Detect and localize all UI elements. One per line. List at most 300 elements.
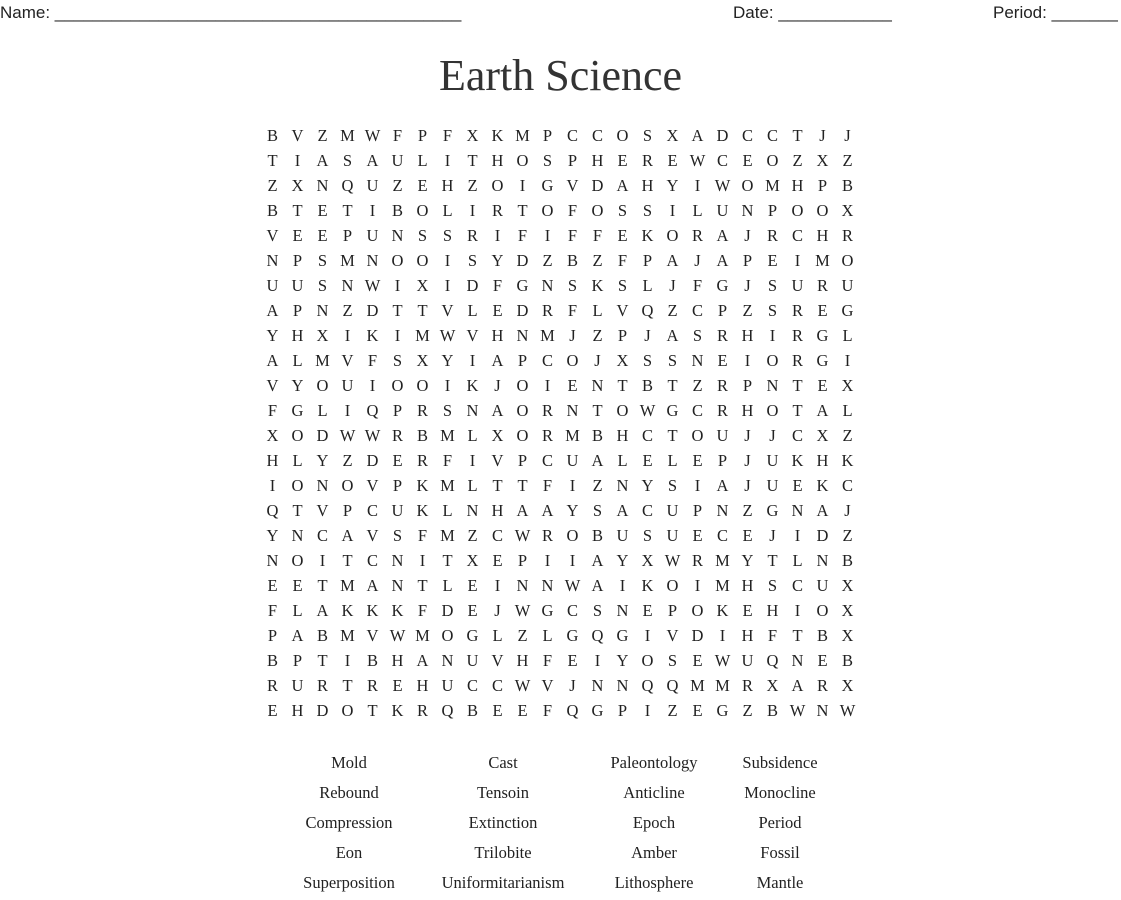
grid-letter: U (716, 426, 729, 445)
grid-letter: I (294, 151, 301, 170)
grid-letter: U (791, 276, 804, 295)
grid-letter: R (466, 226, 478, 245)
grid-letter: L (692, 201, 703, 220)
grid-letter: I (694, 176, 701, 195)
grid-letter: O (341, 701, 354, 720)
grid-letter: F (417, 526, 428, 545)
grid-letter: T (417, 576, 428, 595)
grid-letter: Q (566, 701, 579, 720)
grid-letter: I (444, 151, 451, 170)
grid-letter: C (716, 526, 728, 545)
grid-letter: C (566, 601, 578, 620)
grid-letter: H (291, 326, 304, 345)
grid-letter: K (716, 601, 729, 620)
grid-letter: W (364, 126, 381, 145)
word-bank-row (270, 870, 830, 900)
grid-letter: R (716, 326, 728, 345)
word-bank (270, 750, 830, 900)
grid-letter: L (292, 601, 303, 620)
grid-row (260, 398, 860, 423)
grid-letter: R (741, 676, 753, 695)
grid-letter: P (692, 501, 703, 520)
word-bank-item: Trilobite (474, 843, 532, 862)
grid-letter: P (517, 351, 528, 370)
word-bank-row (270, 780, 830, 810)
grid-row (260, 523, 860, 548)
grid-letter: E (742, 526, 753, 545)
grid-letter: E (517, 701, 528, 720)
grid-letter: G (616, 626, 629, 645)
grid-letter: Y (441, 351, 454, 370)
grid-letter: X (666, 126, 679, 145)
grid-row (260, 698, 860, 723)
grid-letter: Z (842, 426, 853, 445)
grid-letter: M (765, 176, 780, 195)
grid-letter: N (341, 276, 354, 295)
grid-letter: X (416, 351, 429, 370)
grid-letter: U (666, 501, 679, 520)
grid-letter: T (267, 151, 278, 170)
grid-row (260, 623, 860, 648)
grid-letter: T (517, 201, 528, 220)
grid-letter: L (642, 276, 653, 295)
grid-letter: U (341, 376, 354, 395)
grid-letter: C (791, 426, 803, 445)
grid-letter: D (366, 301, 379, 320)
grid-letter: R (791, 301, 803, 320)
grid-letter: Y (616, 551, 629, 570)
grid-letter: Q (766, 651, 779, 670)
grid-letter: C (366, 501, 378, 520)
grid-letter: E (742, 601, 753, 620)
grid-letter: P (517, 551, 528, 570)
grid-letter: Z (742, 301, 753, 320)
grid-letter: I (394, 326, 401, 345)
grid-letter: Y (491, 251, 504, 270)
word-bank-item: Tensoin (476, 783, 529, 802)
grid-letter: M (515, 126, 530, 145)
grid-letter: O (691, 426, 704, 445)
grid-letter: B (266, 651, 278, 670)
grid-letter: K (341, 601, 354, 620)
grid-letter: R (791, 351, 803, 370)
grid-letter: C (791, 226, 803, 245)
grid-letter: H (441, 176, 454, 195)
grid-letter: E (642, 451, 653, 470)
grid-letter: V (366, 626, 379, 645)
word-bank-item: Paleontology (610, 753, 698, 772)
grid-letter: L (442, 576, 453, 595)
grid-letter: J (569, 326, 576, 345)
grid-letter: A (591, 576, 604, 595)
grid-letter: S (642, 351, 653, 370)
grid-letter: Z (517, 626, 528, 645)
grid-letter: A (716, 476, 729, 495)
grid-letter: A (616, 501, 629, 520)
grid-letter: W (514, 676, 531, 695)
grid-letter: J (694, 251, 701, 270)
grid-letter: I (544, 376, 551, 395)
grid-letter: O (691, 601, 704, 620)
grid-letter: I (519, 176, 526, 195)
grid-letter: I (444, 251, 451, 270)
grid-letter: Z (792, 151, 803, 170)
word-bank-item: Anticline (623, 783, 685, 802)
grid-letter: B (566, 251, 578, 270)
grid-letter: R (416, 401, 428, 420)
grid-letter: T (617, 376, 628, 395)
grid-letter: A (616, 176, 629, 195)
grid-letter: F (442, 126, 453, 145)
grid-letter: M (415, 326, 430, 345)
grid-letter: K (391, 701, 404, 720)
grid-letter: C (841, 476, 853, 495)
grid-letter: O (616, 401, 629, 420)
grid-letter: P (392, 476, 403, 495)
grid-letter: P (267, 626, 278, 645)
grid-letter: S (442, 226, 453, 245)
grid-letter: B (316, 626, 328, 645)
grid-letter: E (317, 201, 328, 220)
grid-letter: T (792, 126, 803, 145)
grid-row (260, 123, 860, 148)
grid-letter: I (794, 251, 801, 270)
grid-letter: A (291, 626, 304, 645)
grid-letter: X (466, 551, 479, 570)
grid-letter: V (291, 126, 304, 145)
grid-letter: X (841, 376, 854, 395)
grid-letter: H (641, 176, 654, 195)
grid-letter: B (841, 551, 853, 570)
grid-letter: E (567, 376, 578, 395)
grid-letter: K (791, 451, 804, 470)
grid-letter: E (742, 151, 753, 170)
word-bank-item: Eon (335, 843, 363, 862)
grid-letter: U (266, 276, 279, 295)
grid-letter: C (691, 301, 703, 320)
grid-letter: O (816, 601, 829, 620)
grid-letter: T (317, 576, 328, 595)
grid-letter: P (717, 451, 728, 470)
grid-letter: L (542, 626, 553, 645)
grid-letter: I (619, 576, 626, 595)
grid-letter: E (667, 151, 678, 170)
grid-letter: J (744, 426, 751, 445)
word-bank-item: Mantle (756, 873, 804, 892)
grid-letter: I (669, 201, 676, 220)
grid-letter: D (591, 176, 604, 195)
grid-letter: C (491, 676, 503, 695)
grid-letter: V (666, 626, 679, 645)
grid-letter: Z (592, 326, 603, 345)
grid-letter: T (392, 301, 403, 320)
grid-letter: P (817, 176, 828, 195)
grid-letter: W (389, 626, 406, 645)
grid-row (260, 573, 860, 598)
grid-row (260, 498, 860, 523)
grid-letter: Z (692, 376, 703, 395)
grid-letter: S (667, 476, 678, 495)
grid-letter: K (816, 476, 829, 495)
grid-letter: R (791, 326, 803, 345)
grid-letter: P (617, 701, 628, 720)
grid-letter: C (316, 526, 328, 545)
grid-letter: C (541, 451, 553, 470)
grid-letter: M (715, 551, 730, 570)
grid-letter: H (616, 426, 629, 445)
grid-letter: G (766, 501, 779, 520)
grid-row (260, 598, 860, 623)
grid-letter: I (544, 226, 551, 245)
grid-letter: U (716, 201, 729, 220)
grid-letter: R (391, 426, 403, 445)
grid-letter: L (617, 451, 628, 470)
grid-letter: P (392, 401, 403, 420)
grid-letter: H (741, 576, 754, 595)
grid-letter: I (694, 576, 701, 595)
grid-letter: G (716, 276, 729, 295)
grid-letter: E (817, 301, 828, 320)
grid-letter: Y (666, 176, 679, 195)
grid-letter: X (816, 151, 829, 170)
grid-letter: M (415, 626, 430, 645)
grid-row (260, 448, 860, 473)
grid-letter: T (342, 676, 353, 695)
grid-letter: Z (667, 701, 678, 720)
grid-letter: W (514, 526, 531, 545)
grid-letter: J (769, 526, 776, 545)
grid-letter: Q (641, 301, 654, 320)
grid-letter: H (816, 226, 829, 245)
grid-letter: L (292, 351, 303, 370)
grid-letter: N (791, 501, 804, 520)
grid-letter: G (541, 176, 554, 195)
grid-letter: W (639, 401, 656, 420)
grid-row (260, 473, 860, 498)
grid-letter: F (592, 226, 603, 245)
grid-letter: T (442, 551, 453, 570)
grid-letter: H (741, 326, 754, 345)
grid-letter: V (316, 501, 329, 520)
word-bank-item: Cast (488, 753, 518, 772)
grid-letter: C (716, 151, 728, 170)
grid-letter: V (266, 226, 279, 245)
grid-letter: A (716, 226, 729, 245)
grid-letter: M (440, 476, 455, 495)
grid-letter: D (316, 701, 329, 720)
grid-letter: H (741, 401, 754, 420)
grid-letter: E (567, 651, 578, 670)
grid-letter: M (440, 426, 455, 445)
grid-letter: P (717, 301, 728, 320)
grid-letter: J (594, 351, 601, 370)
grid-letter: P (517, 451, 528, 470)
grid-letter: O (591, 201, 604, 220)
grid-letter: E (792, 476, 803, 495)
grid-letter: S (592, 601, 603, 620)
date-line: Date: ____________ (733, 3, 892, 22)
grid-letter: B (466, 701, 478, 720)
grid-letter: P (292, 651, 303, 670)
grid-letter: U (766, 451, 779, 470)
grid-letter: W (664, 551, 681, 570)
grid-letter: L (492, 626, 503, 645)
grid-letter: P (742, 251, 753, 270)
grid-letter: L (417, 151, 428, 170)
grid-letter: U (391, 501, 404, 520)
grid-letter: X (491, 426, 504, 445)
grid-letter: U (616, 526, 629, 545)
grid-letter: I (644, 626, 651, 645)
grid-letter: I (344, 401, 351, 420)
grid-letter: A (266, 351, 279, 370)
grid-letter: A (591, 451, 604, 470)
grid-letter: O (391, 251, 404, 270)
grid-letter: L (317, 401, 328, 420)
grid-letter: I (844, 351, 851, 370)
grid-letter: J (669, 276, 676, 295)
grid-letter: C (466, 676, 478, 695)
grid-letter: N (541, 276, 554, 295)
grid-letter: N (591, 676, 604, 695)
grid-letter: K (416, 501, 429, 520)
grid-letter: K (366, 326, 379, 345)
grid-letter: D (816, 526, 829, 545)
grid-letter: I (344, 651, 351, 670)
grid-letter: S (442, 401, 453, 420)
grid-letter: S (417, 226, 428, 245)
grid-letter: J (819, 126, 826, 145)
grid-letter: M (440, 526, 455, 545)
grid-letter: N (616, 601, 629, 620)
grid-letter: O (416, 251, 429, 270)
grid-row (260, 373, 860, 398)
grid-letter: J (744, 451, 751, 470)
grid-letter: Z (592, 476, 603, 495)
grid-letter: B (841, 176, 853, 195)
grid-letter: E (617, 151, 628, 170)
grid-letter: E (692, 451, 703, 470)
grid-letter: S (617, 201, 628, 220)
grid-letter: R (416, 451, 428, 470)
grid-letter: M (340, 576, 355, 595)
grid-letter: E (267, 701, 278, 720)
grid-letter: A (366, 151, 379, 170)
grid-letter: L (592, 301, 603, 320)
grid-letter: V (491, 451, 504, 470)
grid-letter: A (366, 576, 379, 595)
grid-letter: Z (342, 451, 353, 470)
grid-letter: T (517, 476, 528, 495)
grid-letter: O (766, 401, 779, 420)
grid-letter: Z (742, 501, 753, 520)
grid-letter: N (591, 376, 604, 395)
grid-letter: B (816, 626, 828, 645)
grid-letter: N (791, 651, 804, 670)
grid-letter: R (816, 676, 828, 695)
grid-row (260, 423, 860, 448)
grid-letter: O (566, 526, 579, 545)
grid-letter: A (341, 526, 354, 545)
grid-letter: A (666, 251, 679, 270)
grid-letter: X (416, 276, 429, 295)
grid-letter: U (366, 176, 379, 195)
grid-letter: Z (467, 176, 478, 195)
grid-letter: P (342, 226, 353, 245)
grid-letter: M (340, 626, 355, 645)
grid-row (260, 648, 860, 673)
grid-letter: I (469, 201, 476, 220)
grid-letter: J (744, 476, 751, 495)
grid-letter: I (569, 476, 576, 495)
grid-letter: C (766, 126, 778, 145)
grid-letter: Q (441, 701, 454, 720)
grid-letter: E (392, 451, 403, 470)
grid-letter: M (315, 351, 330, 370)
grid-letter: N (741, 201, 754, 220)
grid-letter: N (391, 576, 404, 595)
grid-letter: I (469, 351, 476, 370)
grid-letter: S (767, 276, 778, 295)
grid-letter: S (667, 651, 678, 670)
grid-letter: F (767, 626, 778, 645)
grid-letter: M (715, 576, 730, 595)
grid-letter: J (494, 601, 501, 620)
grid-letter: E (642, 601, 653, 620)
grid-letter: V (341, 351, 354, 370)
word-bank-row (270, 840, 830, 870)
grid-letter: U (291, 676, 304, 695)
grid-letter: W (714, 176, 731, 195)
grid-letter: A (816, 501, 829, 520)
grid-letter: T (667, 376, 678, 395)
grid-letter: S (317, 251, 328, 270)
grid-letter: M (815, 251, 830, 270)
grid-letter: Q (591, 626, 604, 645)
grid-letter: P (567, 151, 578, 170)
grid-letter: I (369, 201, 376, 220)
grid-letter: F (492, 276, 503, 295)
grid-letter: U (291, 276, 304, 295)
grid-row (260, 173, 860, 198)
grid-letter: I (394, 276, 401, 295)
grid-letter: N (316, 176, 329, 195)
grid-letter: N (816, 701, 829, 720)
period-line: Period: _______ (993, 3, 1118, 22)
grid-letter: N (566, 401, 579, 420)
grid-letter: L (792, 551, 803, 570)
grid-letter: M (340, 126, 355, 145)
grid-letter: T (292, 501, 303, 520)
grid-letter: Z (392, 176, 403, 195)
grid-letter: D (691, 626, 704, 645)
grid-letter: O (841, 251, 854, 270)
grid-letter: R (816, 276, 828, 295)
grid-letter: A (316, 151, 329, 170)
grid-letter: E (392, 676, 403, 695)
grid-letter: R (366, 676, 378, 695)
grid-letter: S (567, 276, 578, 295)
grid-row (260, 348, 860, 373)
grid-letter: V (266, 376, 279, 395)
grid-letter: R (716, 401, 728, 420)
grid-letter: T (592, 401, 603, 420)
grid-letter: O (341, 476, 354, 495)
page-title: Earth Science (438, 51, 683, 100)
grid-letter: S (467, 251, 478, 270)
grid-letter: Y (741, 551, 754, 570)
grid-letter: R (691, 551, 703, 570)
